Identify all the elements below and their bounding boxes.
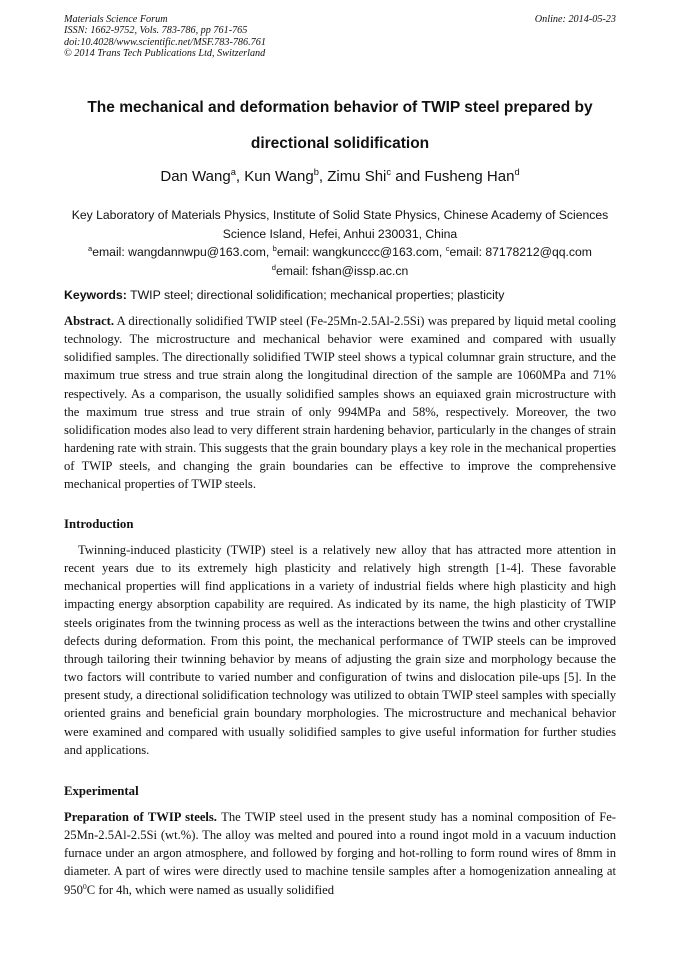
abstract-label: Abstract. xyxy=(64,314,115,328)
keywords-text: TWIP steel; directional solidification; mechanical properties; plasticity xyxy=(126,288,505,302)
title-line-1: The mechanical and deformation behavior of TWIP steel prepared by xyxy=(87,99,593,116)
doi-line: doi:10.4028/www.scientific.net/MSF.783-786.761 xyxy=(64,36,266,48)
keywords-label: Keywords: xyxy=(64,288,127,302)
author-name: , Kun Wang xyxy=(235,168,314,185)
email-b: email: wangkunccc@163.com, xyxy=(276,245,446,259)
keywords-line xyxy=(64,288,616,302)
email-line-2 xyxy=(64,262,616,281)
journal-header xyxy=(64,14,616,60)
abstract-text: A directionally solidified TWIP steel (Fe-25Mn-2.5Al-2.5Si) was prepared by liquid metal cooling technology. The microstructure and mechanical behavior were examined and compared with usually solidified samples. The directionally solidified TWIP steel shows a typical columnar grain structure, and the maximum true stress and true strain along the longitudinal direction of the sample are 1060MPa and 71% respectively. As a comparison, the usually solidified samples shows an equiaxed grain microstructure with the maximum true stress and true strain of only 994MPa and 58%, respectively. Moreover, the two solidification modes also lead to very different strain hardening behavior, particularly in the changes of strain hardening rate with strain. This suggests that the grain boundary plays a key role in the mechanical properties of TWIP steels, and changing the grain boundaries can be effective to improve the comprehensive mechanical properties of TWIP steels. xyxy=(64,314,616,492)
author-name: , Zimu Shi xyxy=(318,168,387,185)
author-affil-mark: d xyxy=(514,167,520,177)
email-d: email: fshan@issp.ac.cn xyxy=(275,263,409,278)
preparation-label: Preparation of TWIP steels. xyxy=(64,810,217,824)
affiliation-block xyxy=(64,206,616,280)
author-affil-mark: a xyxy=(230,167,236,177)
email-a: email: wangdannwpu@163.com, xyxy=(92,245,273,259)
email-mark: a xyxy=(88,243,93,253)
experimental-heading: Experimental xyxy=(64,784,139,798)
affiliation-line-1: Key Laboratory of Materials Physics, Institute of Solid State Physics, Chinese Academy of Sciences xyxy=(71,208,609,222)
author-name: and Fusheng Han xyxy=(391,168,515,185)
copyright-line: © 2014 Trans Tech Publications Ltd, Switzerland xyxy=(64,48,266,60)
introduction-paragraph: Twinning-induced plasticity (TWIP) steel is a relatively new alloy that has attracted more attention in recent years due to its extremely high plasticity and relatively high strength [1-4]. These favorable mechanical properties will find applications in a variety of industrial fields where high plasticity and high impacting energy absorption capability are required. As indicated by its name, the high plasticity of TWIP steels originates from the twinning process as well as the interactions between the twins and other crystalline defects during deformation. From this point, the mechanical performance of TWIP steels can be improved through tailoring their twinning behavior by means of adjusting the grain size and morphology because the two factors will contribute to varied number and configuration of twins and dislocation pile-ups [5]. In the present study, a directional solidification technology was utilized to obtain TWIP steel samples with specially oriented grains and beneficial grain boundary morphologies. The microstructure and mechanical behavior were examined and compared with usually solidified samples to give useful information for further studies and applications. xyxy=(64,543,616,757)
title-line-2: directional solidification xyxy=(250,135,430,152)
journal-name: Materials Science Forum xyxy=(64,14,168,25)
introduction-heading: Introduction xyxy=(64,517,134,531)
author-name: Dan Wang xyxy=(160,168,231,185)
affiliation-line-2: Science Island, Hefei, Anhui 230031, China xyxy=(222,226,458,241)
preparation-paragraph xyxy=(64,808,616,899)
online-date: Online: 2014-05-23 xyxy=(534,14,616,25)
author-affil-mark: b xyxy=(313,167,319,177)
email-mark: b xyxy=(272,243,277,253)
paper-title xyxy=(64,90,616,162)
abstract-paragraph xyxy=(64,312,616,494)
email-line-1 xyxy=(64,243,616,262)
email-mark: d xyxy=(271,262,276,272)
email-mark: c xyxy=(445,243,450,253)
author-affil-mark: c xyxy=(386,167,392,177)
degree-superscript: 0 xyxy=(82,881,87,891)
email-c: email: 87178212@qq.com xyxy=(449,245,592,259)
preparation-text: The TWIP steel used in the present study has a nominal composition of Fe-25Mn-2.5Al-2.5Si (wt.%). The alloy was melted and poured into a round ingot mold in a vacuum induction furnace under an argon atmosphere, and followed by forging and hot-rolling to form round wires of 8mm in diameter. A part of wires were directly used to machine tensile samples after a homogenization annealing at 950 xyxy=(64,810,616,897)
preparation-text-cont: C for 4h, which were named as usually solidified xyxy=(86,882,335,897)
issn-line: ISSN: 1662-9752, Vols. 783-786, pp 761-765 xyxy=(64,25,248,37)
author-list xyxy=(64,168,616,185)
